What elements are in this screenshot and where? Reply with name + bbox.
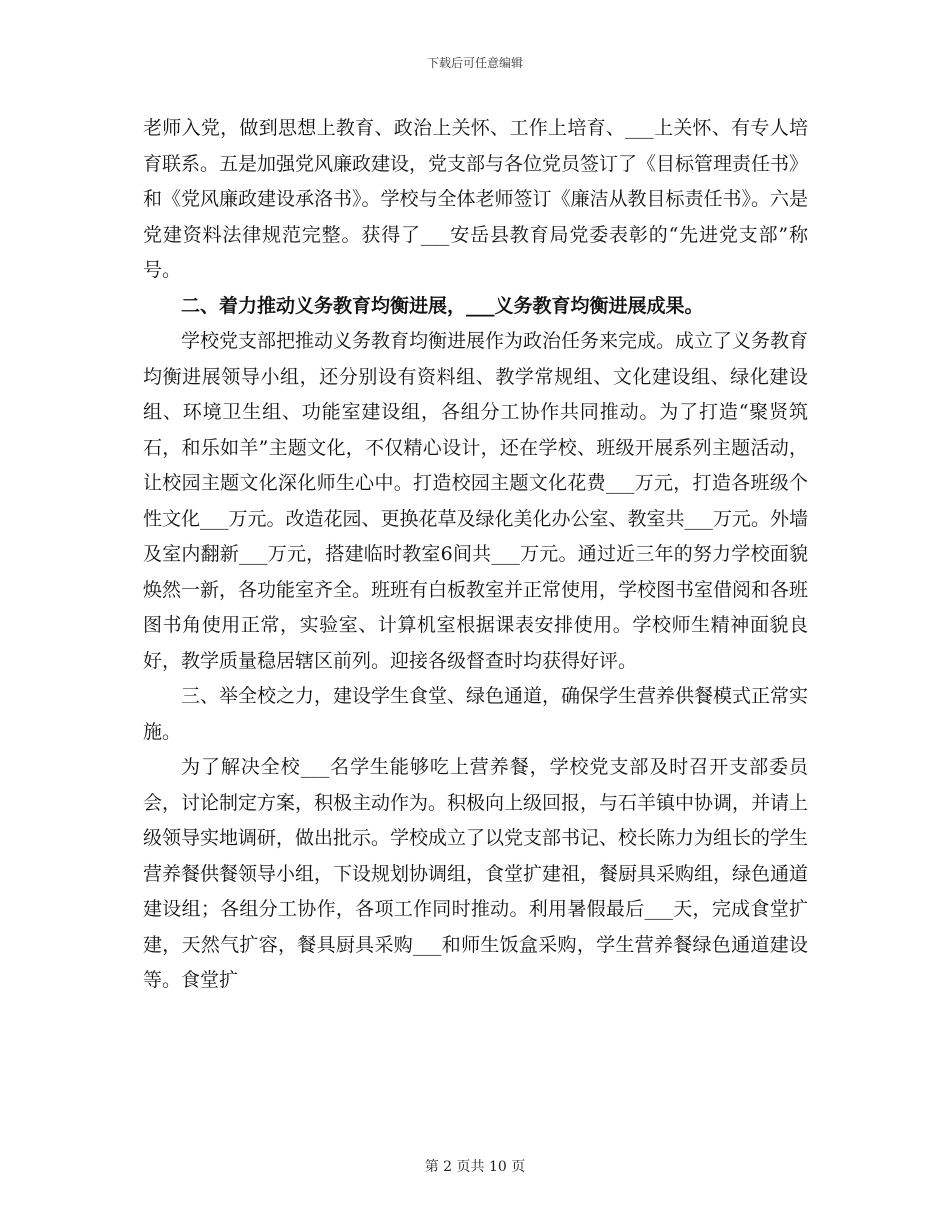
paragraph-compulsory-education: 学校党支部把推动义务教育均衡进展作为政治任务来完成。成立了义务教育均衡进展领导小组，还分别设有资料组、教学常规组、文化建设组、绿化建设组、环境卫生组、功能室建设组，各组分工协作共同推动。为了打造“聚贤筑石，和乐如羊”主题文化，不仅精心设计，还在学校、班级开展系列主题活动，让校园主题文化深化师生心中。打造校园主题文化花费___万元，打造各班级个性文化___万元。改造花园、更换花草及绿化美化办公室、教室共___万元。外墙及室内翻新___万元，搭建临时教室6间共___万元。通过近三年的努力学校面貌焕然一新，各功能室齐全。班班有白板教室并正常使用，学校图书室借阅和各班图书角使用正常，实验室、计算机室根据课表安排使用。学校师生精神面貌良好，教学质量稳居辖区前列。迎接各级督查时均获得好评。 xyxy=(143,330,809,672)
document-body xyxy=(143,111,808,999)
paragraph-party-building: 老师入党，做到思想上教育、政治上关怀、工作上培育、___上关怀、有专人培育联系。五是加强党风廉政建设，党支部与各位党员签订了《目标管理责任书》和《党风廉政建设承洛书》。学校与全体老师签订《廉洁从教目标责任书》。六是党建资料法律规范完整。获得了___安岳县教育局党委表彰的“先进党支部”称号。 xyxy=(143,117,809,281)
page-header: 下载后可任意编辑 xyxy=(426,56,523,70)
section-heading-2: 二、着力推动义务教育均衡进展，___义务教育均衡进展成果。 xyxy=(181,294,704,317)
page-footer: 第 2 页共 10 页 xyxy=(424,1159,526,1175)
paragraph-nutrition-meals: 为了解决全校___名学生能够吃上营养餐，学校党支部及时召开支部委员会，讨论制定方案，积极主动作为。积极向上级回报，与石羊镇中协调，并请上级领导实地调研，做出批示。学校成立了以党支部书记、校长陈力为组长的学生营养餐供餐领导小组，下设规划协调组，食堂扩建祖，餐厨具采购组，绿色通道建设组；各组分工协作，各项工作同时推动。利用暑假最后___天，完成食堂扩建，天然气扩容，餐具厨具采购___和师生饭盒采购，学生营养餐绿色通道建设等。食堂扩 xyxy=(143,756,809,991)
section-heading-3: 三、举全校之力，建设学生食堂、绿色通道，确保学生营养供餐模式正常实施。 xyxy=(143,685,809,743)
